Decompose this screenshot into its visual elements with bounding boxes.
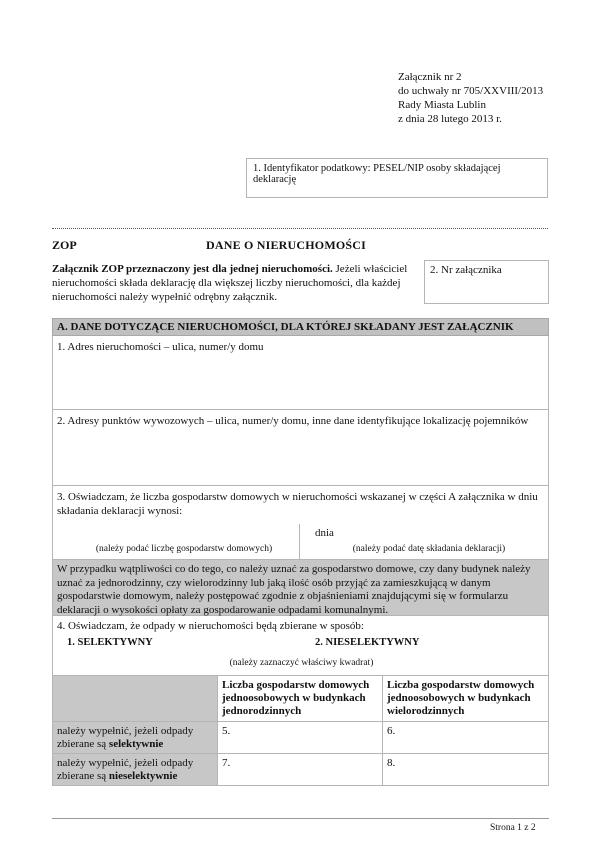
collection-points-label: 2. Adresy punktów wywozowych – ulica, numer/y domu, inne dane identyfikujące lokalizację pojemników bbox=[57, 415, 529, 427]
cell-8-label: 8. bbox=[387, 757, 396, 769]
household-count-input[interactable] bbox=[79, 541, 289, 557]
table-corner bbox=[52, 676, 218, 722]
intro-text bbox=[52, 262, 424, 304]
declaration-date-input[interactable] bbox=[311, 541, 547, 557]
attachment-reference bbox=[398, 70, 543, 126]
notice-box bbox=[52, 560, 549, 616]
property-address-field[interactable] bbox=[52, 336, 549, 410]
cell-6-label: 6. bbox=[387, 725, 396, 737]
row-label-nonselective-bold: nieselektywnie bbox=[108, 770, 178, 782]
divider bbox=[299, 524, 300, 560]
selective-option[interactable]: 1. SELEKTYWNY bbox=[67, 637, 153, 648]
divider bbox=[52, 228, 548, 229]
column-header-single-family: Liczba gospodarstw domowych jednoosobowych w budynkach jednorodzinnych bbox=[217, 676, 383, 722]
tax-identifier-field[interactable] bbox=[246, 158, 548, 198]
row-label-selective-text: należy wypełnić, jeżeli odpady zbierane są bbox=[57, 725, 194, 750]
checkbox-hint: (należy zaznaczyć właściwy kwadrat) bbox=[229, 658, 374, 668]
column-header-multi-family: Liczba gospodarstw domowych jednoosobowych w budynkach wielorodzinnych bbox=[382, 676, 549, 722]
declaration-date-hint: (należy podać datę składania deklaracji) bbox=[352, 544, 506, 554]
tax-identifier-label: 1. Identyfikator podatkowy: PESEL/NIP osoby składającej deklarację bbox=[253, 163, 501, 185]
intro-bold: Załącznik ZOP przeznaczony jest dla jednej nieruchomości. bbox=[52, 263, 333, 275]
cell-8-input[interactable] bbox=[382, 753, 549, 786]
row-label-nonselective bbox=[52, 753, 218, 786]
attachment-number-field[interactable] bbox=[424, 260, 549, 304]
cell-7-input[interactable] bbox=[217, 753, 383, 786]
property-address-label: 1. Adres nieruchomości – ulica, numer/y domu bbox=[57, 341, 264, 353]
cell-7-label: 7. bbox=[222, 757, 231, 769]
section-a-header: A. DANE DOTYCZĄCE NIERUCHOMOŚCI, DLA KTÓREJ SKŁADANY JEST ZAŁĄCZNIK bbox=[52, 318, 549, 336]
household-count-block bbox=[52, 486, 549, 560]
notice-text: W przypadku wątpliwości co do tego, co należy uznać za gospodarstwo domowe, czy dany budynek należy uznać za jednorodzinny, czy wielorodzinny lub jaką ilość osób przyjąć za zamieszkującą w danym gospodarstwie domowym, należy postępować zgodnie z objaśnieniami znajdującymi się w formularzu deklaracji o wysokości opłaty za gospodarowanie odpadami komunalnymi. bbox=[57, 563, 531, 616]
collection-method-block bbox=[52, 616, 549, 676]
row-label-nonselective-text: należy wypełnić, jeżeli odpady zbierane są bbox=[57, 757, 194, 782]
row-label-selective bbox=[52, 721, 218, 754]
attachment-number: Załącznik nr 2 bbox=[398, 71, 462, 83]
attachment-number-label: 2. Nr załącznika bbox=[430, 264, 502, 276]
cell-6-input[interactable] bbox=[382, 721, 549, 754]
cell-5-label: 5. bbox=[222, 725, 231, 737]
intro-rest: Jeżeli właściciel nieruchomości składa deklarację dla większej liczby nieruchomości, dla każdej nieruchomości należy wypełnić odrębny załącznik. bbox=[52, 263, 408, 303]
divider bbox=[52, 818, 549, 819]
cell-5-input[interactable] bbox=[217, 721, 383, 754]
nonselective-option[interactable]: 2. NIESELEKTYWNY bbox=[315, 637, 420, 648]
form-code: ZOP bbox=[52, 238, 77, 252]
date-prefix: dnia bbox=[315, 527, 334, 539]
council-name: Rady Miasta Lublin bbox=[398, 99, 486, 111]
household-count-hint: (należy podać liczbę gospodarstw domowych) bbox=[95, 544, 273, 554]
household-count-label: 3. Oświadczam, że liczba gospodarstw domowych w nieruchomości wskazanej w części A załącznika w dniu składania deklaracji wynosi: bbox=[57, 491, 538, 517]
page-number: Strona 1 z 2 bbox=[490, 823, 536, 833]
resolution-number: do uchwały nr 705/XXVIII/2013 bbox=[398, 85, 544, 97]
divider bbox=[547, 158, 548, 198]
form-title: DANE O NIERUCHOMOŚCI bbox=[206, 238, 367, 252]
collection-method-label: 4. Oświadczam, że odpady w nieruchomości będą zbierane w sposób: bbox=[57, 620, 364, 632]
collection-points-field[interactable] bbox=[52, 410, 549, 486]
resolution-date: z dnia 28 lutego 2013 r. bbox=[398, 113, 502, 125]
row-label-selective-bold: selektywnie bbox=[108, 738, 164, 750]
